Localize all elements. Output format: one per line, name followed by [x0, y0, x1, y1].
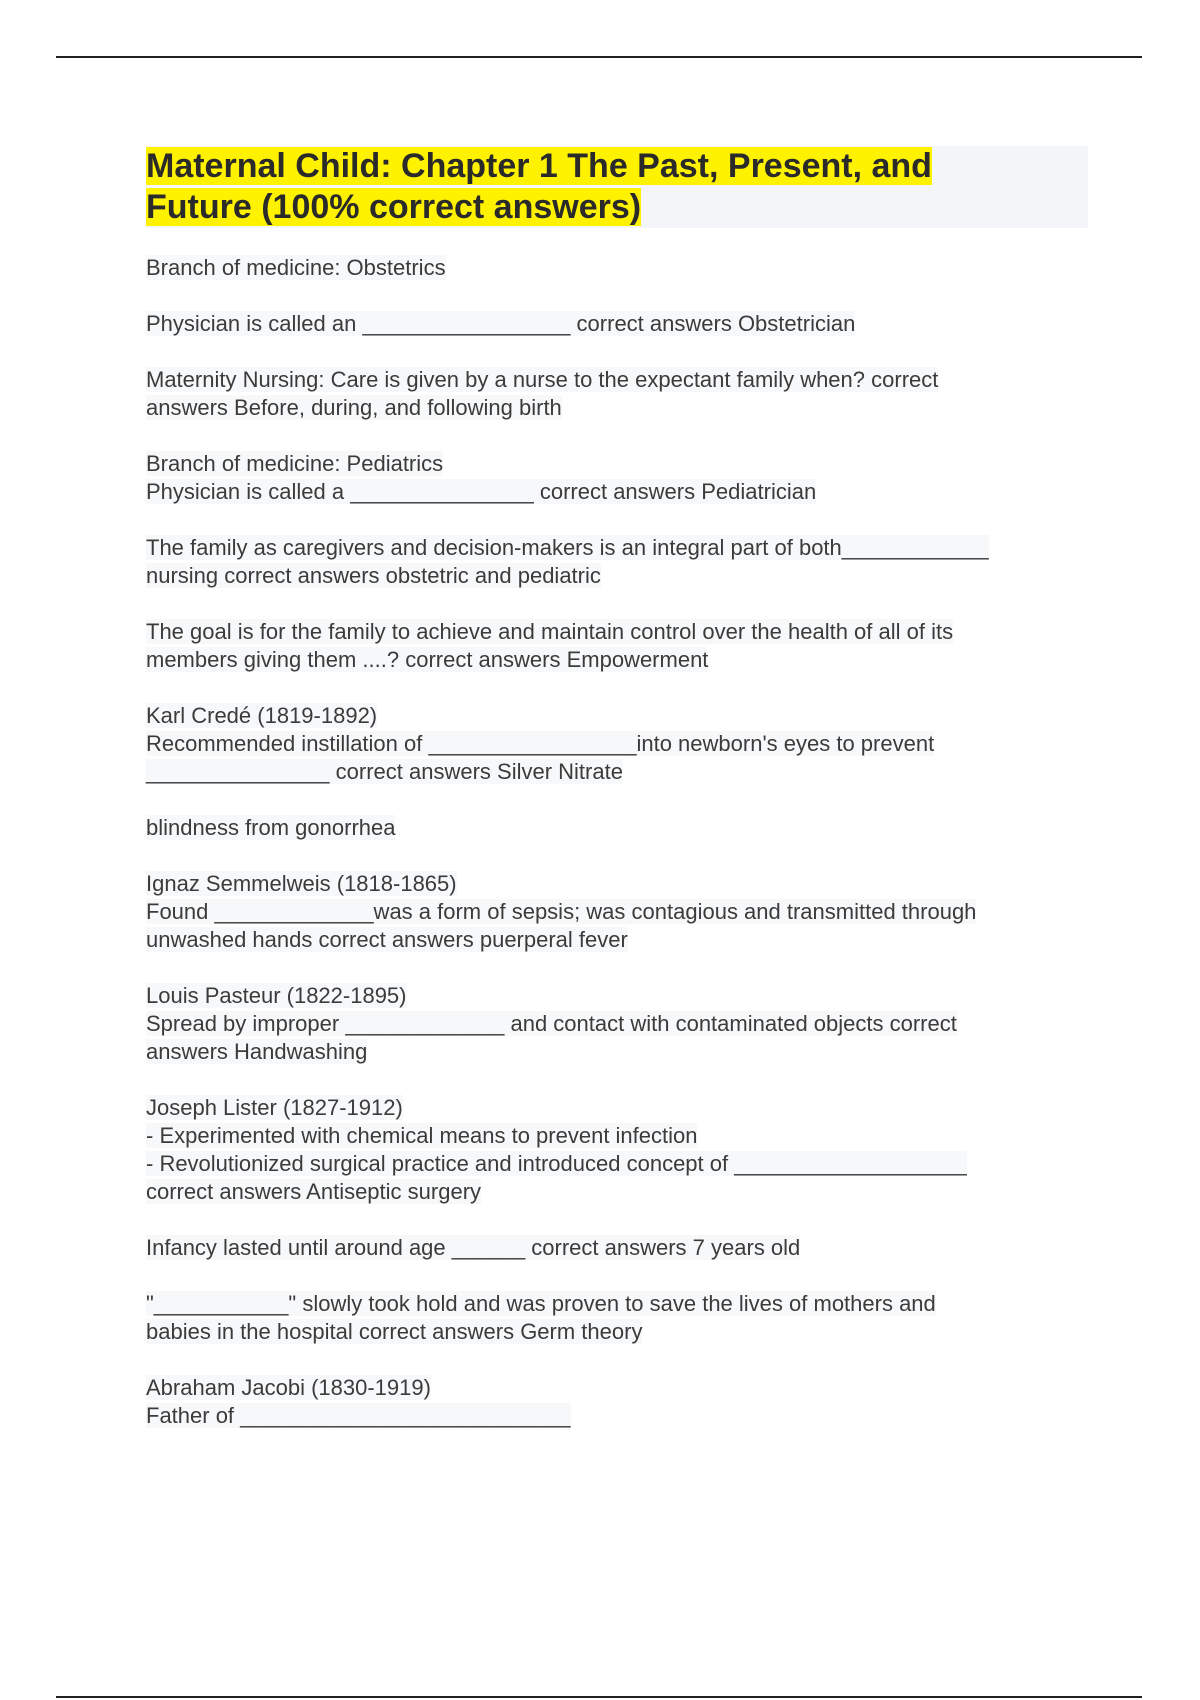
qa-text: members giving them ....? correct answers Empowerment [146, 647, 709, 672]
qa-text: Recommended instillation of _________________into newborn's eyes to prevent [146, 731, 935, 756]
qa-line [146, 1038, 1086, 1066]
qa-item [146, 254, 1086, 282]
title-line-2: Future (100% correct answers) [146, 188, 642, 226]
qa-item [146, 1374, 1086, 1430]
qa-line [146, 1290, 1086, 1318]
qa-text: Joseph Lister (1827-1912) [146, 1095, 403, 1120]
qa-text: Abraham Jacobi (1830-1919) [146, 1375, 431, 1400]
qa-line [146, 1178, 1086, 1206]
qa-list [146, 254, 1086, 1430]
qa-line [146, 1318, 1086, 1346]
qa-text: "___________" slowly took hold and was proven to save the lives of mothers and [146, 1291, 936, 1316]
qa-text: Karl Credé (1819-1892) [146, 703, 378, 728]
qa-text: The family as caregivers and decision-makers is an integral part of both____________ [146, 535, 989, 560]
qa-text: Louis Pasteur (1822-1895) [146, 983, 407, 1008]
qa-text: The goal is for the family to achieve and maintain control over the health of all of its [146, 619, 954, 644]
qa-line [146, 702, 1086, 730]
qa-line [146, 1010, 1086, 1038]
qa-line [146, 926, 1086, 954]
qa-text: Ignaz Semmelweis (1818-1865) [146, 871, 457, 896]
qa-item [146, 534, 1086, 590]
qa-line [146, 1234, 1086, 1262]
qa-text: Father of ___________________________ [146, 1403, 571, 1428]
qa-line [146, 534, 1086, 562]
qa-line [146, 450, 1086, 478]
qa-line [146, 898, 1086, 926]
qa-line [146, 758, 1086, 786]
qa-item [146, 814, 1086, 842]
top-rule [56, 56, 1142, 58]
qa-text: - Revolutionized surgical practice and introduced concept of ___________________ [146, 1151, 967, 1176]
qa-text: unwashed hands correct answers puerperal fever [146, 927, 628, 952]
qa-line [146, 1402, 1086, 1430]
qa-text: Maternity Nursing: Care is given by a nurse to the expectant family when? correct [146, 367, 939, 392]
qa-text: Branch of medicine: Pediatrics [146, 451, 444, 476]
qa-text: Physician is called an _________________ correct answers Obstetrician [146, 311, 856, 336]
document-title [146, 146, 1088, 228]
qa-item [146, 870, 1086, 954]
qa-item [146, 1094, 1086, 1206]
qa-text: nursing correct answers obstetric and pediatric [146, 563, 601, 588]
title-block [146, 146, 1088, 228]
qa-text: Infancy lasted until around age ______ correct answers 7 years old [146, 1235, 801, 1260]
qa-line [146, 646, 1086, 674]
qa-line [146, 1122, 1086, 1150]
qa-line [146, 1374, 1086, 1402]
qa-text: - Experimented with chemical means to prevent infection [146, 1123, 698, 1148]
qa-line [146, 870, 1086, 898]
qa-line [146, 1094, 1086, 1122]
qa-text: babies in the hospital correct answers Germ theory [146, 1319, 643, 1344]
title-line-1: Maternal Child: Chapter 1 The Past, Present, and [146, 147, 932, 185]
bottom-rule [56, 1696, 1142, 1698]
qa-text: Branch of medicine: Obstetrics [146, 255, 446, 280]
qa-line [146, 814, 1086, 842]
qa-item [146, 450, 1086, 506]
qa-line [146, 730, 1086, 758]
qa-line [146, 394, 1086, 422]
qa-text: _______________ correct answers Silver Nitrate [146, 759, 623, 784]
qa-text: answers Handwashing [146, 1039, 368, 1064]
qa-text: Spread by improper _____________ and contact with contaminated objects correct [146, 1011, 957, 1036]
qa-line [146, 982, 1086, 1010]
document-body [146, 146, 1086, 1458]
qa-text: blindness from gonorrhea [146, 815, 396, 840]
qa-text: correct answers Antiseptic surgery [146, 1179, 482, 1204]
qa-line [146, 366, 1086, 394]
qa-line [146, 310, 1086, 338]
qa-item [146, 366, 1086, 422]
qa-item [146, 702, 1086, 786]
qa-item [146, 982, 1086, 1066]
qa-text: Found _____________was a form of sepsis; was contagious and transmitted through [146, 899, 977, 924]
qa-item [146, 310, 1086, 338]
qa-item [146, 1290, 1086, 1346]
qa-line [146, 1150, 1086, 1178]
qa-line [146, 478, 1086, 506]
qa-text: answers Before, during, and following birth [146, 395, 562, 420]
qa-item [146, 1234, 1086, 1262]
qa-text: Physician is called a _______________ correct answers Pediatrician [146, 479, 817, 504]
qa-item [146, 618, 1086, 674]
qa-line [146, 618, 1086, 646]
qa-line [146, 562, 1086, 590]
qa-line [146, 254, 1086, 282]
